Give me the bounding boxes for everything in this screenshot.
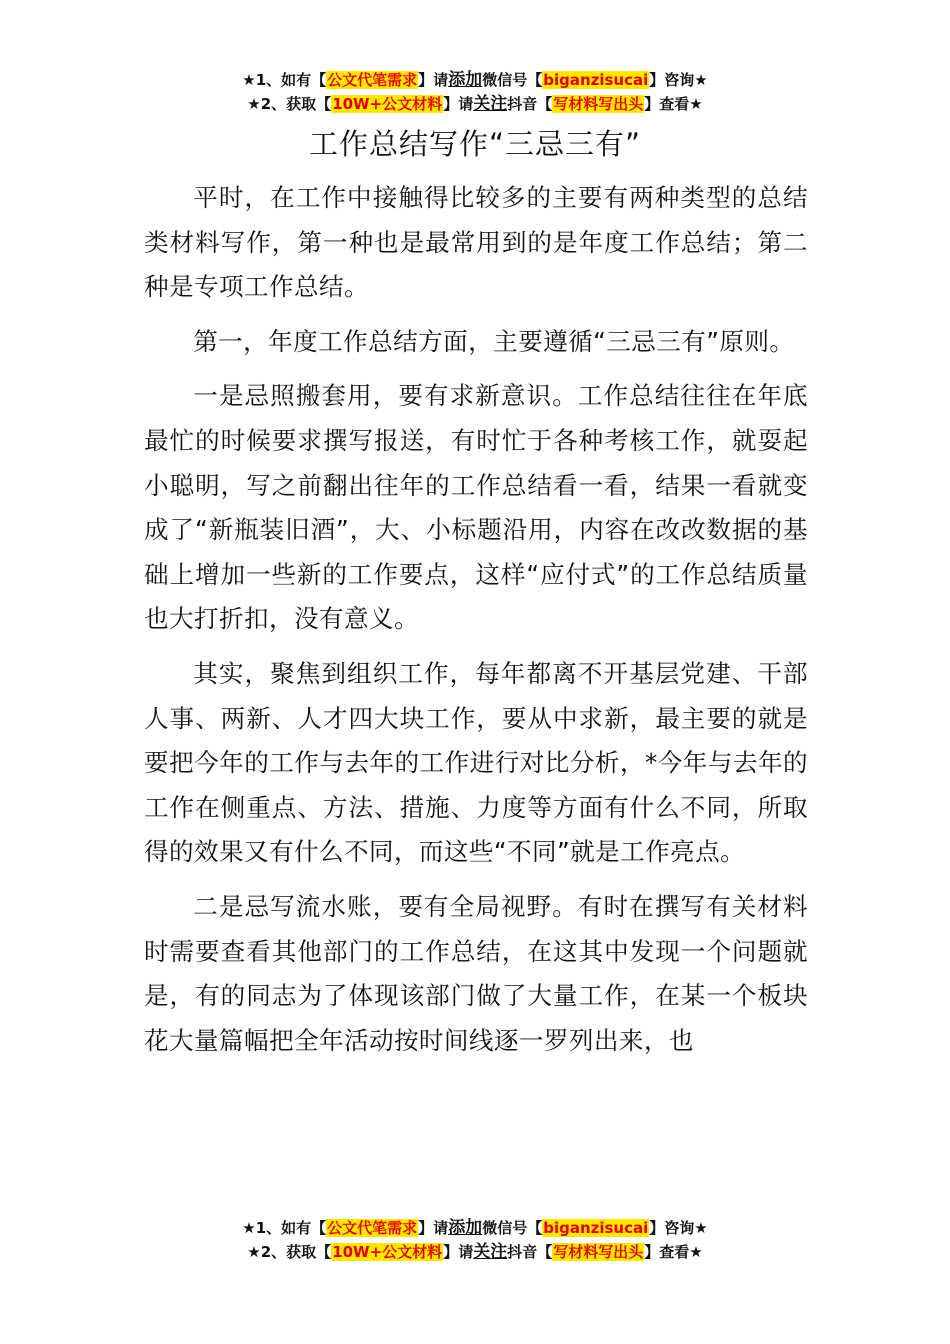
banner-text: 】请 bbox=[443, 95, 474, 113]
banner-line-1 bbox=[0, 68, 950, 92]
paragraph: 二是忌写流水账，要有全局视野。有时在撰写有关材料时需要查看其他部门的工作总结，在这其中发现一个问题就是，有的同志为了体现该部门做了大量工作，在某一个板块花大量篇幅把全年活动按时间线逐一罗列出来，也 bbox=[144, 891, 808, 1055]
banner-text: 】请 bbox=[418, 71, 449, 89]
paragraph: 一是忌照搬套用，要有求新意识。工作总结往往在年底最忙的时候要求撰写报送，有时忙于各种考核工作，就耍起小聪明，写之前翻出往年的工作总结看一看，结果一看就变成了“新瓶装旧酒”，大、小标题沿用，内容在改改数据的基础上增加一些新的工作要点，这样“应付式”的工作总结质量也大打折扣，没有意义。 bbox=[144, 381, 808, 634]
banner-text: ★1、如有【 bbox=[242, 71, 327, 89]
banner-highlight: 10W+公文材料 bbox=[332, 95, 443, 113]
banner-text: 微信号【 bbox=[482, 1219, 543, 1237]
banner-text: 抖音【 bbox=[507, 1243, 553, 1261]
banner-text: 】请 bbox=[418, 1219, 449, 1237]
banner-text: ★2、获取【 bbox=[247, 95, 332, 113]
paragraph: 其实，聚焦到组织工作，每年都离不开基层党建、干部人事、两新、人才四大块工作，要从中求新，最主要的就是要把今年的工作与去年的工作进行对比分析，*今年与去年的工作在侧重点、方法、措施、力度等方面有什么不同，所取得的效果又有什么不同，而这些“不同”就是工作亮点。 bbox=[144, 658, 808, 867]
banner-douyin-name: 写材料写出头 bbox=[553, 95, 644, 113]
bottom-banner bbox=[0, 1216, 950, 1264]
banner-text: 】咨询★ bbox=[649, 1219, 708, 1237]
banner-wechat-id: biganzisucai bbox=[543, 71, 649, 89]
banner-text: 】查看★ bbox=[644, 95, 703, 113]
banner-text: 】查看★ bbox=[644, 1243, 703, 1261]
document-body bbox=[144, 176, 808, 1073]
top-banner bbox=[0, 68, 950, 116]
banner-wechat-id: biganzisucai bbox=[543, 1219, 649, 1237]
banner-line-2 bbox=[0, 1240, 950, 1264]
paragraph: 平时，在工作中接触得比较多的主要有两种类型的总结类材料写作，第一种也是最常用到的是年度工作总结；第二种是专项工作总结。 bbox=[144, 183, 808, 302]
banner-text: 】咨询★ bbox=[649, 71, 708, 89]
banner-line-1 bbox=[0, 1216, 950, 1240]
banner-text: 】请 bbox=[443, 1243, 474, 1261]
banner-emphasis: 关注 bbox=[473, 94, 508, 114]
banner-text: 微信号【 bbox=[482, 71, 543, 89]
banner-highlight: 公文代笔需求 bbox=[327, 71, 418, 89]
banner-emphasis: 添加 bbox=[448, 70, 483, 90]
banner-text: ★2、获取【 bbox=[247, 1243, 332, 1261]
banner-emphasis: 添加 bbox=[448, 1218, 483, 1238]
banner-line-2 bbox=[0, 92, 950, 116]
banner-text: 抖音【 bbox=[507, 95, 553, 113]
banner-emphasis: 关注 bbox=[473, 1242, 508, 1262]
paragraph: 第一，年度工作总结方面，主要遵循“三忌三有”原则。 bbox=[193, 326, 795, 356]
banner-text: ★1、如有【 bbox=[242, 1219, 327, 1237]
document-title: 工作总结写作“三忌三有” bbox=[308, 127, 642, 161]
banner-douyin-name: 写材料写出头 bbox=[553, 1243, 644, 1261]
banner-highlight: 公文代笔需求 bbox=[327, 1219, 418, 1237]
banner-highlight: 10W+公文材料 bbox=[332, 1243, 443, 1261]
